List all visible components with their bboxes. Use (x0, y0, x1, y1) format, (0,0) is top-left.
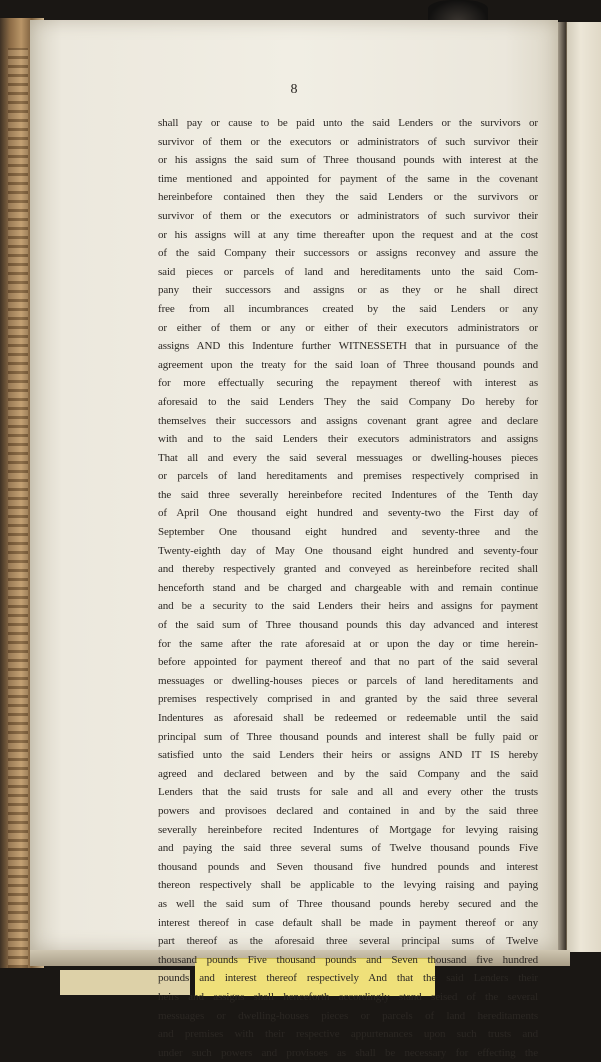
text-line: thousand pounds Five thousand pounds and Seven thousand five hundred (158, 953, 538, 966)
text-line: the said three severally hereinbefore recited Indentures of the Tenth day (158, 488, 538, 501)
text-line: or either of them or any or either of their executors administrators or (158, 321, 538, 334)
text-line: free from all incumbrances created by the said Lenders or any (158, 302, 538, 315)
text-line: Twenty-eighth day of May One thousand eight hundred and seventy-four (158, 544, 538, 557)
text-line: survivor of them or the executors or administrators of such survivor their (158, 209, 538, 222)
text-line: heirs and assigns shall henceforth accordingly stand seised of the several (158, 990, 538, 1003)
page-curl (428, 0, 488, 22)
text-line: principal sum of Three thousand pounds and interest shall be fully paid or (158, 730, 538, 743)
text-line: assigns AND this Indenture further WITNESSETH that in pursuance of the (158, 340, 538, 353)
text-line: for more effectually securing the repayment thereof with interest as (158, 377, 538, 390)
text-line: messuages or dwelling-houses pieces or parcels of land hereditaments and (158, 674, 538, 687)
body-text (158, 114, 538, 1062)
text-line: as well the said sum of Three thousand pounds hereby secured and the (158, 897, 538, 910)
text-line: or his assigns the said sum of Three thousand pounds with interest at the (158, 154, 538, 167)
text-line: thereon respectively shall be applicable to the levying raising and paying (158, 879, 538, 892)
text-line: under such powers and provisoes as shall be necessary for effecting the (158, 1046, 538, 1059)
text-line: shall pay or cause to be paid unto the said Lenders or the survivors or (158, 117, 538, 129)
text-line: premises respectively comprised in and granted by the said three several (158, 693, 538, 706)
text-line: survivor of them or the executors or administrators of such survivor their (158, 135, 538, 148)
facing-page-edge (566, 22, 601, 952)
text-line: Lenders that the said trusts for sale and all and every other the trusts (158, 786, 538, 799)
text-line: with and to the said Lenders their executors administrators and assigns (158, 433, 538, 446)
text-line: and paying the said three several sums of Twelve thousand pounds Five (158, 842, 538, 855)
text-line: of the said sum of Three thousand pounds this day advanced and interest (158, 619, 538, 632)
text-line: or parcels of land hereditaments and premises respectively comprised in (158, 470, 538, 483)
spine-page-edges (8, 48, 28, 968)
text-line: before appointed for payment thereof and that no part of the said several (158, 656, 538, 669)
text-line: of the said Company their successors or assigns reconvey and assure the (158, 247, 538, 260)
text-line: themselves their successors and assigns covenant grant agree and declare (158, 414, 538, 427)
text-line: part thereof as the aforesaid three several principal sums of Twelve (158, 935, 538, 948)
text-line: messuages or dwelling-houses pieces or parcels of land hereditaments (158, 1009, 538, 1022)
text-line: hereinbefore contained then they the said Lenders or the survivors or (158, 191, 538, 204)
text-line: September One thousand eight hundred and seventy-three and the (158, 526, 538, 539)
text-line: Indentures as aforesaid shall be redeemed or redeemable until the said (158, 712, 538, 724)
text-line: for the same after the rate aforesaid at or upon the day or time herein- (158, 637, 538, 650)
page-number: 8 (290, 82, 298, 97)
text-line: pounds and interest thereof respectively And that the said Lenders their (158, 972, 538, 985)
text-line: and be a security to the said Lenders their heirs and assigns for payment (158, 600, 538, 613)
text-line: or his assigns will at any time thereafter upon the request and at the cost (158, 228, 538, 241)
text-line: and thereby respectively granted and conveyed as hereinbefore recited shall (158, 563, 538, 576)
text-line: satisfied unto the said Lenders their heirs or assigns AND IT IS hereby (158, 749, 538, 762)
text-line: time mentioned and appointed for payment of the same in the covenant (158, 172, 538, 185)
text-line: henceforth stand and be charged and chargeable with and remain continue (158, 581, 538, 594)
text-line: of April One thousand eight hundred and seventy-two the First day of (158, 507, 538, 520)
text-line: interest thereof in case default shall be made in payment thereof or any (158, 916, 538, 929)
text-line: That all and every the said several messuages or dwelling-houses pieces (158, 451, 538, 464)
text-line: and premises with their respective appurtenances upon such trusts and (158, 1028, 538, 1041)
text-line: aforesaid to the said Lenders They the said Company Do hereby for (158, 395, 538, 408)
text-line: severally hereinbefore recited Indentures of Mortgage for levying raising (158, 823, 538, 836)
text-line: agreement upon the treaty for the said loan of Three thousand pounds and (158, 358, 538, 371)
text-line: powers and provisoes declared and contained in and by the said three (158, 804, 538, 817)
text-line: pany their successors and assigns or as they or he shall direct (158, 284, 538, 297)
text-line: thousand pounds and Seven thousand five hundred pounds and interest (158, 860, 538, 873)
text-line: said pieces or parcels of land and hereditaments unto the said Com- (158, 265, 538, 278)
text-line: agreed and declared between and by the said Company and the said (158, 767, 538, 780)
